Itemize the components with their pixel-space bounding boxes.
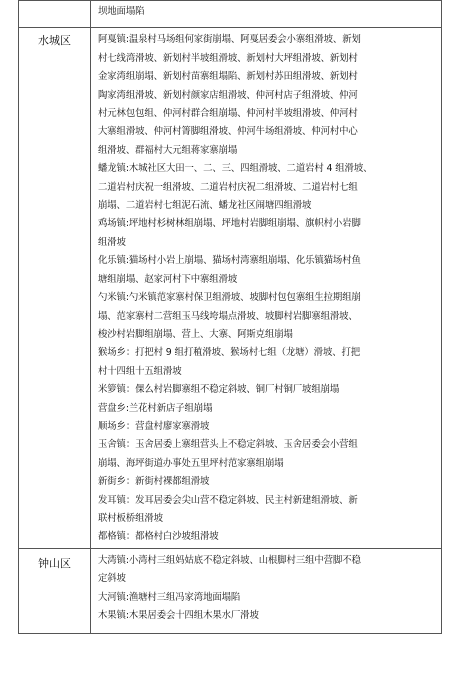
text-line: 二道岩村庆祝一组滑坡、二道岩村庆祝二组滑坡、二道岩村七组 (98, 181, 358, 193)
text-line: 崩塌、二道岩村七组泥石流、蟠龙社区闹塘四组滑坡 (98, 200, 312, 212)
text-line: 坝地面塌陷 (98, 6, 145, 17)
text-line: 村十四组十五组滑坡 (98, 365, 182, 377)
text-line: 村元林包包组、仲河村群合组崩塌、仲河村半坡组滑坡、仲河村 (98, 108, 358, 120)
text-line: 金家湾组崩塌、新划村苗寨组塌陷、新划村苏田组滑坡、新划村 (98, 71, 358, 83)
text-line: 新街乡：新街村裸都组滑坡 (98, 476, 210, 488)
text-line: 塌、范家寨村二营组玉马线垮塌点滑坡、坡脚村岩脚寨组滑坡、 (98, 310, 358, 322)
text-line: 陶家湾组滑坡、新划村颜家店组滑坡、仲河村店子组滑坡、仲河 (98, 89, 358, 101)
content-cell (91, 28, 442, 548)
table-row (19, 1, 442, 28)
text-line: 联村板桥组滑坡 (98, 512, 163, 524)
text-line: 化乐镇:猫场村小岩上崩塌、猫场村湾寨组崩塌、化乐镇猫场村鱼 (98, 255, 361, 267)
text-line: 崩塌、海坪街道办事处五里坪村范家寨组崩塌 (98, 457, 284, 469)
district-cell (19, 1, 91, 28)
district-cell: 水城区 (19, 28, 91, 548)
hazard-table (18, 0, 442, 634)
text-line: 大河镇:渔塘村三组冯家湾地面塌陷 (98, 591, 241, 603)
text-line: 木果镇:木果居委会十四组木果水厂滑坡 (98, 610, 259, 621)
text-line: 村七线湾滑坡、新划村半坡组滑坡、新划村大坪组滑坡、新划村 (98, 52, 358, 64)
content-cell (91, 548, 442, 634)
text-line: 勺米镇:勺米镇范家寨村保卫组滑坡、坡脚村包包寨组生拉期组崩 (98, 292, 361, 304)
text-line: 组滑坡 (98, 236, 126, 248)
text-line: 塘组崩塌、赵家河村下中寨组滑坡 (98, 273, 238, 285)
content-cell (91, 1, 442, 28)
text-line: 玉舍镇：玉舍居委上寨组营头上不稳定斜坡、玉舍居委会小营组 (98, 439, 358, 451)
district-cell: 钟山区 (19, 548, 91, 634)
text-line: 阿戛镇:温泉村马场组何家街崩塌、阿戛居委会小寨组滑坡、新划 (98, 34, 361, 46)
text-line: 蟠龙镇:木城社区大田一、二、三、四组滑坡、二道岩村 4 组滑坡、 (98, 163, 373, 175)
table-row (19, 548, 442, 634)
text-line: 米箩镇：倮么村岩脚寨组不稳定斜坡、铜厂村铜厂坡组崩塌 (98, 384, 340, 396)
table-row (19, 28, 442, 548)
text-line: 梭沙村岩脚组崩塌、营上、大寨、阿斯克组崩塌 (98, 328, 293, 340)
text-line: 定斜坡 (98, 573, 126, 585)
text-line: 大湾镇:小湾村三组妈姑底不稳定斜坡、山根脚村三组中营脚不稳 (98, 554, 361, 566)
text-line: 大寨组滑坡、仲河村箐脚组滑坡、仲河牛场组滑坡、仲河村中心 (98, 126, 358, 138)
text-line: 营盘乡:兰花村新店子组崩塌 (98, 402, 213, 414)
text-line: 猴场乡：打把村 9 组打稙滑坡、猴场村七组（龙塘）滑坡、打把 (98, 347, 361, 359)
text-line: 顺场乡：营盘村廖家寨滑坡 (98, 420, 210, 432)
text-line: 都格镇：都格村白沙坡组滑坡 (98, 531, 219, 543)
text-line: 鸡场镇:坪地村杉树林组崩塌、坪地村岩脚组崩塌、旗帜村小岩脚 (98, 218, 361, 230)
text-line: 发耳镇：发耳居委会尖山营不稳定斜坡、民主村新建组滑坡、新 (98, 494, 358, 506)
text-line: 组滑坡、群福村大元组蒋家寨崩塌 (98, 144, 238, 156)
